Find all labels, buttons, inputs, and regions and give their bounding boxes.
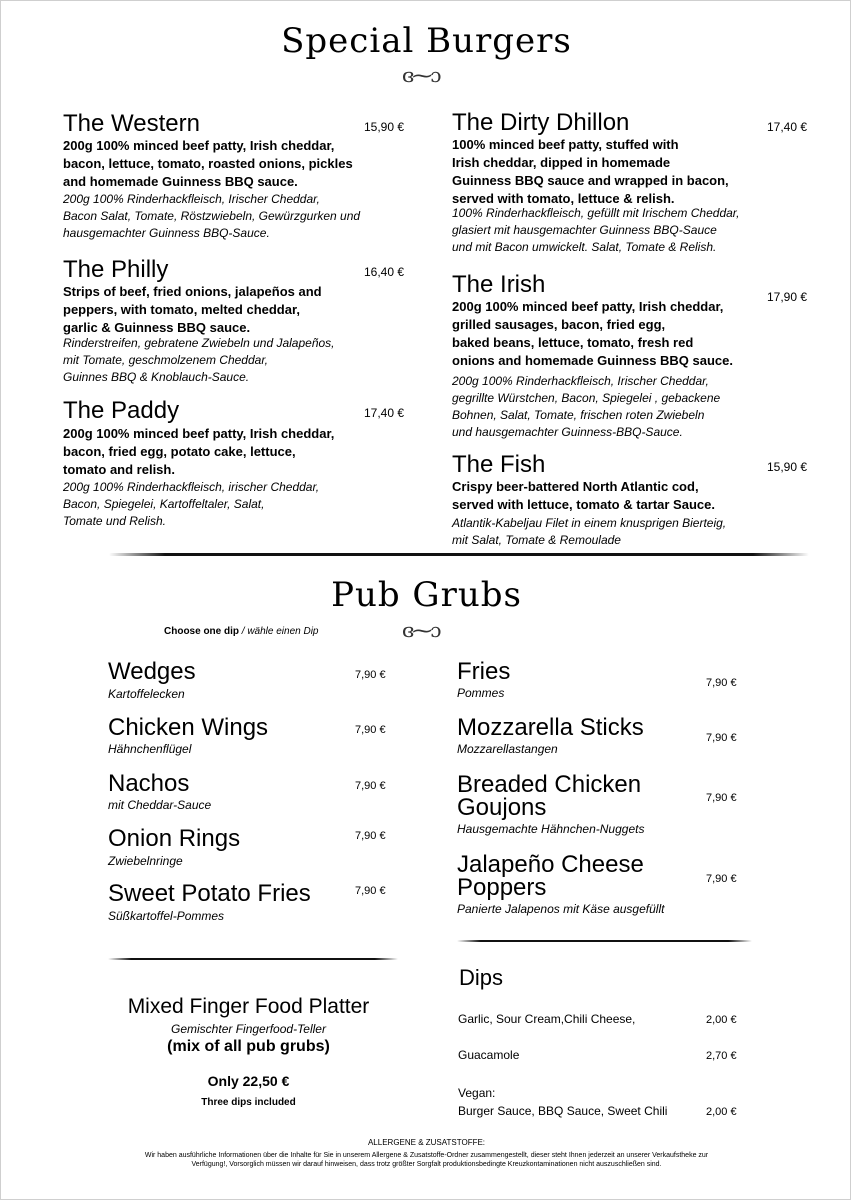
grub-price: 7,90 € [355,669,386,681]
grub-sub: Kartoffelecken [108,687,185,701]
grub-name: Wedges [108,658,196,685]
divider-right [457,940,752,942]
dip-label: Vegan: [458,1086,496,1100]
special-burgers-title: Special Burgers [281,21,572,61]
burger-desc-en: Strips of beef, fried onions, jalapeños and peppers, with tomato, melted cheddar, garlic & Guinness BBQ sauce. [63,284,322,335]
burger-name: The Dirty Dhillon [452,109,630,136]
grub-name: Onion Rings [108,825,241,852]
grub-name: Chicken Wings [108,714,269,741]
grub-name: Mozzarella Sticks [457,714,644,741]
grub-price: 7,90 € [355,724,386,736]
dip-note [164,626,319,637]
burger-name: The Paddy [63,397,180,424]
grub-name: Nachos [108,770,190,797]
burger-name: The Western [63,110,200,137]
burger-price: 15,90 € [767,460,808,474]
burger-name: The Philly [63,256,169,283]
burger-desc-de: 200g 100% Rinderhackfleisch, Irischer Cheddar, Bacon Salat, Tomate, Röstzwiebeln, Gewürzgurken und hausgemachter Guinness BBQ-Sauce. [63,192,361,240]
dip-note-de: / wähle einen Dip [239,626,319,637]
burger-price: 15,90 € [364,120,405,134]
pub-grubs-title: Pub Grubs [331,575,522,615]
burger-desc-de: Rinderstreifen, gebratene Zwiebeln und Jalapeños, mit Tomate, geschmolzenem Cheddar, Guinnes BBQ & Knoblauch-Sauce. [63,336,335,384]
dip-label: Burger Sauce, BBQ Sauce, Sweet Chili [458,1104,668,1118]
grub-price: 7,90 € [355,885,386,897]
burger-name: The Irish [452,271,546,298]
dip-label: Garlic, Sour Cream,Chili Cheese, [458,1012,636,1026]
grub-name: Breaded Chicken Goujons [457,771,642,821]
grub-sub: Mozzarellastangen [457,742,558,756]
grub-price: 7,90 € [706,677,737,689]
grub-sub: Hähnchenflügel [108,742,192,756]
grub-name: Jalapeño Cheese Poppers [457,851,644,901]
burger-price: 16,40 € [364,265,405,279]
grub-sub: Hausgemachte Hähnchen-Nuggets [457,822,645,836]
grub-sub: Zwiebelnringe [108,854,183,868]
burger-desc-de: 200g 100% Rinderhackfleisch, irischer Cheddar, Bacon, Spiegelei, Kartoffeltaler, Salat, Tomate und Relish. [63,480,320,528]
burger-desc-de: 200g 100% Rinderhackfleisch, Irischer Cheddar, gegrillte Würstchen, Bacon, Spiegelei , gebackene Bohnen, Salat, Tomate, frischen roten Zwiebeln und hausgemachter Guinness-BBQ-Sauce. [452,374,721,439]
burger-price: 17,40 € [364,406,405,420]
burger-price: 17,90 € [767,290,808,304]
burger-desc-en: 200g 100% minced beef patty, Irish cheddar, grilled sausages, bacon, fried egg, baked beans, lettuce, tomato, fresh red onions and homemade Guinness BBQ sauce. [452,299,734,368]
dip-price: 2,00 € [706,1014,737,1026]
platter-dips: Three dips included [201,1097,296,1108]
grub-sub: mit Cheddar-Sauce [108,798,212,812]
grub-name: Fries [457,658,511,685]
platter-price: Only 22,50 € [207,1073,290,1089]
burger-desc-en: Crispy beer-battered North Atlantic cod, served with lettuce, tomato & tartar Sauce. [452,479,715,512]
burger-desc-de: Atlantik-Kabeljau Filet in einem knusprigen Bierteig, mit Salat, Tomate & Remoulade [452,516,727,547]
burger-desc-en: 100% minced beef patty, stuffed with Irish cheddar, dipped in homemade Guinness BBQ sauce and wrapped in bacon, served with tomato, lettuce & relish. [452,137,729,206]
ornament-icon: ɞ⁓ɔ [402,618,440,642]
grub-name: Sweet Potato Fries [108,880,311,907]
platter-title: Mixed Finger Food Platter [127,995,370,1018]
allergen-line-2: Verfügung!, Vorsorglich müssen wir darauf hinweisen, dass trotz größter Sorgfalt produktionsbedingte Kreuzkontaminationen nicht auszuschließen sind. [191,1161,662,1168]
allergen-line-1: Wir haben ausführliche Informationen über die Inhalte für Sie in unserem Allergene & Zusatstoffe-Ordner zusammengestellt, dieser steht Ihnen jederzeit an unserer Verkaufstheke zur [144,1152,709,1159]
grub-price: 7,90 € [355,830,386,842]
platter-mix: (mix of all pub grubs) [167,1038,330,1055]
dip-note-en: Choose one dip [164,626,239,637]
burger-desc-en: 200g 100% minced beef patty, Irish cheddar, bacon, fried egg, potato cake, lettuce, tomato and relish. [63,426,335,477]
burger-name: The Fish [452,451,546,478]
dips-title: Dips [459,965,504,990]
allergen-title: ALLERGENE & ZUSATSTOFFE: [367,1138,486,1147]
burger-price: 17,40 € [767,120,808,134]
burger-desc-en: 200g 100% minced beef patty, Irish cheddar, bacon, lettuce, tomato, roasted onions, pickles and homemade Guinness BBQ sauce. [63,138,353,189]
dip-label: Guacamole [458,1048,520,1062]
divider-left [108,958,398,960]
burger-desc-de: 100% Rinderhackfleisch, gefüllt mit Irischem Cheddar, glasiert mit hausgemachter Guinness BBQ-Sauce und mit Bacon umwickelt. Salat, Tomate & Relish. [452,206,740,254]
grub-sub: Süßkartoffel-Pommes [108,909,225,923]
dip-price: 2,00 € [706,1106,737,1118]
section-divider [109,553,809,556]
grub-price: 7,90 € [706,732,737,744]
dip-price: 2,70 € [706,1050,737,1062]
grub-price: 7,90 € [355,780,386,792]
grub-price: 7,90 € [706,792,737,804]
ornament-icon: ɞ⁓ɔ [402,63,440,87]
grub-sub: Panierte Jalapenos mit Käse ausgefüllt [457,902,665,916]
grub-sub: Pommes [457,686,505,700]
grub-price: 7,90 € [706,873,737,885]
platter-sub: Gemischter Fingerfood-Teller [171,1022,326,1036]
